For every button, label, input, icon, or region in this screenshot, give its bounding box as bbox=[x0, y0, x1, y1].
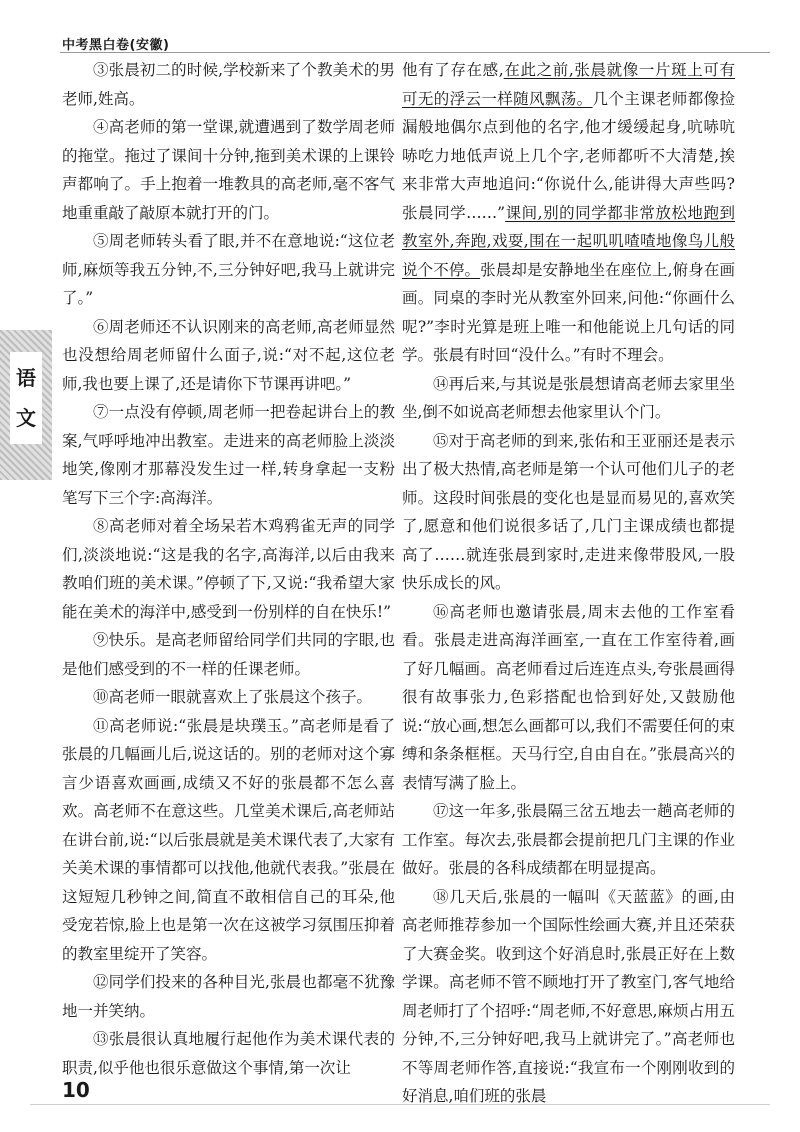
paragraph-13-start: ⑬张晨很认真地履行起他作为美术课代表的职责,似乎他也很乐意做这个事情,第一次让 bbox=[62, 1030, 395, 1077]
p13-underlined-sentence-1: 在此之前,张晨就像一片斑上可有可无的浮云一样随风飘荡。 bbox=[402, 61, 735, 108]
paragraph-14: ⑭再后来,与其说是张晨想请高老师去家里坐坐,倒不如说高老师想去他家里认个门。 bbox=[402, 374, 735, 421]
p13-text-b: 几个主课老师都像捡漏般地偶尔点到他的名字,他才缓缓起身,吭哧吭哧吃力地低声说上几个字,老师都听不大清楚,挨来非常大声地追问:“你说什么,能讲得大声些吗?张晨同学……” bbox=[402, 89, 735, 222]
paragraph-3: ③张晨初二的时候,学校新来了个教美术的男老师,姓高。 bbox=[62, 61, 395, 108]
page-header: 中考黑白卷(安徽) bbox=[62, 38, 170, 53]
paragraph-4: ④高老师的第一堂课,就遭遇到了数学周老师的拖堂。拖过了课间十分钟,拖到美术课的上课铃声都响了。手上抱着一堆教具的高老师,毫不客气地重重敲了敲原本就打开的门。 bbox=[62, 118, 395, 222]
right-text-column bbox=[402, 56, 735, 1111]
left-text-column bbox=[62, 56, 395, 1082]
paragraph-18: ⑱几天后,张晨的一幅叫《天蓝蓝》的画,由高老师推荐参加一个国际性绘画大赛,并且还荣获了大赛金奖。收到这个好消息时,张晨正好在上数学课。高老师不管不顾地打开了教室门,客气地给周老师打了个招呼:“周老师,不好意思,麻烦占用五分钟,不,三分钟好吧,我马上就讲完了。”高老师也不等周老师作答,直接说:“我宣布一个刚刚收到的好消息,咱们班的张晨 bbox=[402, 887, 736, 1105]
page-number: 10 bbox=[62, 1078, 90, 1102]
paragraph-16: ⑯高老师也邀请张晨,周末去他的工作室看看。张晨走进高海洋画室,一直在工作室待着,画了好几幅画。高老师看过后连连点头,夸张晨画得很有故事张力,色彩搭配也恰到好处,又鼓励他说:“放心画,想怎么画都可以,我们不需要任何的束缚和条条框框。天马行空,自由自在。”张晨高兴的表情写满了脸上。 bbox=[402, 602, 736, 792]
paragraph-7: ⑦一点没有停顿,周老师一把卷起讲台上的教案,气呼呼地冲出教室。走进来的高老师脸上淡淡地笑,像刚才那幕没发生过一样,转身拿起一支粉笔写下三个字:高海洋。 bbox=[62, 403, 395, 507]
paragraph-8: ⑧高老师对着全场呆若木鸡鸦雀无声的同学们,淡淡地说:“这是我的名字,高海洋,以后由我来教咱们班的美术课。”停顿了下,又说:“我希望大家能在美术的海洋中,感受到一份别样的自在快乐!” bbox=[62, 517, 395, 621]
footer-divider bbox=[30, 1104, 770, 1105]
paragraph-17: ⑰这一年多,张晨隔三岔五地去一趟高老师的工作室。每次去,张晨都会提前把几门主课的作业做好。张晨的各科成绩都在明显提高。 bbox=[402, 802, 735, 877]
paragraph-9: ⑨快乐。是高老师留给同学们共同的字眼,也是他们感受到的不一样的任课老师。 bbox=[62, 631, 395, 678]
paragraph-15: ⑮对于高老师的到来,张佑和王亚丽还是表示出了极大热情,高老师是第一个认可他们儿子的老师。这段时间张晨的变化也是显而易见的,喜欢笑了,愿意和他们说很多话了,几门主课成绩也都提高了……就连张晨到家时,走进来像带股风,一股快乐成长的风。 bbox=[402, 431, 735, 592]
paragraph-10: ⑩高老师一眼就喜欢上了张晨这个孩子。 bbox=[93, 688, 373, 706]
subject-side-tab bbox=[0, 330, 52, 480]
paragraph-13-continued bbox=[402, 56, 735, 370]
paragraph-5: ⑤周老师转头看了眼,并不在意地说:“这位老师,麻烦等我五分钟,不,三分钟好吧,我马上就讲完了。” bbox=[62, 232, 395, 307]
p13-text-a: 他有了存在感, bbox=[402, 61, 504, 79]
p13-text-c: 张晨却是安静地坐在座位上,俯身在画画。同桌的李时光从教室外回来,问他:“你画什么呢?”李时光算是班上唯一和他能说上几句话的同学。张晨有时回“没什么。”有时不理会。 bbox=[402, 260, 735, 364]
header-divider bbox=[60, 52, 770, 53]
subject-tab-label: 语 文 bbox=[10, 352, 42, 444]
paragraph-12: ⑫同学们投来的各种目光,张晨也都毫不犹豫地一并笑纳。 bbox=[62, 973, 395, 1020]
p13-underlined-sentence-2: 课间,别的同学都非常放松地跑到教室外,奔跑,戏耍,围在一起叽叽喳喳地像鸟儿般说个不停。 bbox=[402, 203, 735, 279]
paragraph-11: ⑪高老师说:“张晨是块璞玉。”高老师是看了张晨的几幅画儿后,说这话的。别的老师对这个寡言少语喜欢画画,成绩又不好的张晨都不怎么喜欢。高老师不在意这些。几堂美术课后,高老师站在讲台前,说:“以后张晨就是美术课代表了,大家有关美术课的事情都可以找他,他就代表我。”张晨在这短短几秒钟之间,简直不敢相信自己的耳朵,他受宠若惊,脸上也是第一次在这被学习氛围压抑着的教室里绽开了笑容。 bbox=[62, 716, 396, 963]
paragraph-6: ⑥周老师还不认识刚来的高老师,高老师显然也没想给周老师留什么面子,说:“对不起,这位老师,我也要上课了,还是请你下节课再讲吧。” bbox=[62, 317, 395, 393]
